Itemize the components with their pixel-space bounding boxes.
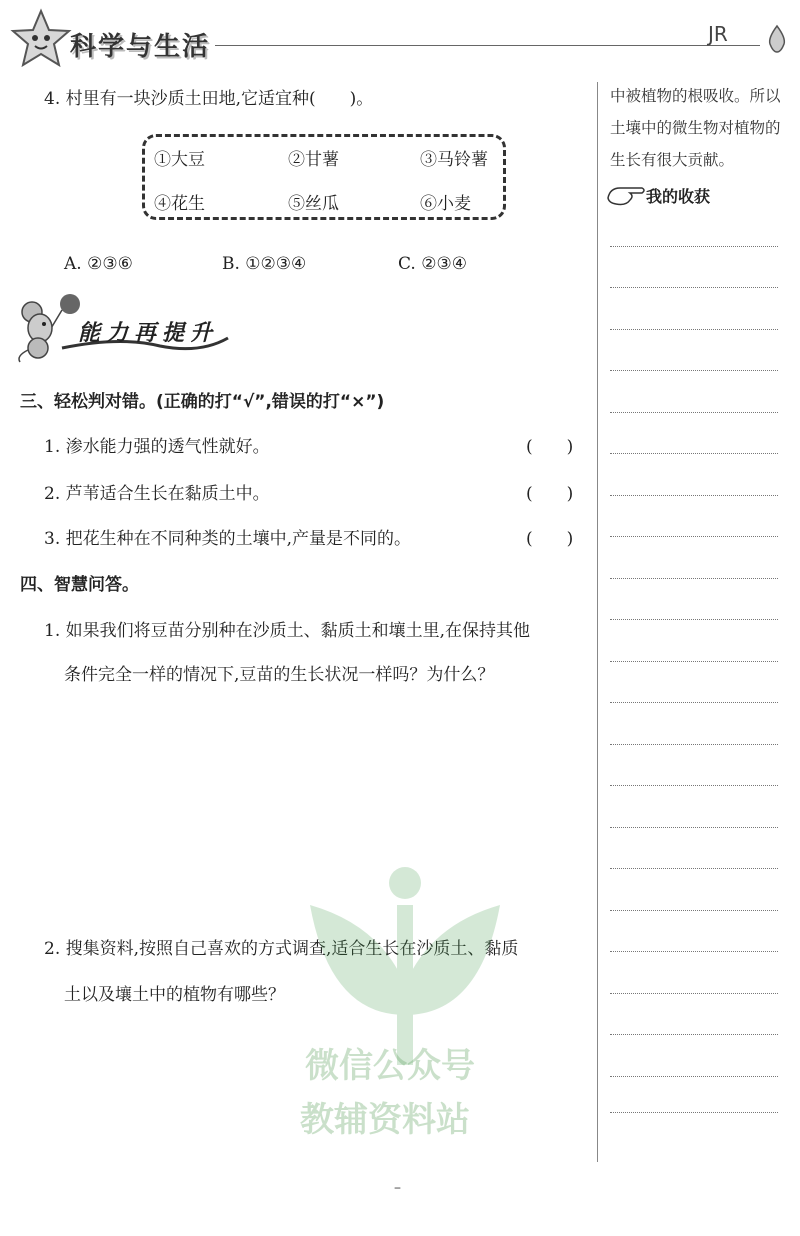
note-line (610, 329, 778, 330)
note-line (610, 702, 778, 703)
note-line (610, 993, 778, 994)
note-line (610, 785, 778, 786)
watermark-text-2: 教辅资料站 (300, 1100, 470, 1140)
note-line (610, 661, 778, 662)
answer-blank[interactable]: ( ) (526, 484, 574, 504)
star-mascot-logo (10, 8, 72, 70)
option-item: ①大豆 (154, 150, 205, 170)
question-2-line1: 2. 搜集资料,按照自己喜欢的方式调查,适合生长在沙质土、黏质 (44, 939, 519, 959)
judge-item-1: 1. 渗水能力强的透气性就好。 (44, 437, 270, 457)
header-code: JR (708, 22, 728, 46)
choice-b: B. ①②③④ (222, 254, 307, 274)
note-line (610, 536, 778, 537)
note-line (610, 412, 778, 413)
note-line (610, 951, 778, 952)
answer-blank[interactable]: ( ) (526, 437, 574, 457)
note-line (610, 619, 778, 620)
watermark-text-1: 微信公众号 (305, 1046, 475, 1086)
sidebar-divider (597, 82, 598, 1162)
note-line (610, 495, 778, 496)
header-title: 科学与生活 (70, 32, 211, 62)
judge-item-2: 2. 芦苇适合生长在黏质土中。 (44, 484, 270, 504)
sidebar-text: 中被植物的根吸收。所以土壤中的微生物对植物的生长有很大贡献。 (610, 87, 781, 169)
section-banner-label: 能力再提升 (78, 321, 219, 346)
option-item: ②甘薯 (288, 150, 339, 170)
question-1-line2: 条件完全一样的情况下,豆苗的生长状况一样吗？为什么？ (64, 665, 495, 685)
note-line (610, 287, 778, 288)
note-line (610, 1076, 778, 1077)
note-line (610, 453, 778, 454)
note-line (610, 246, 778, 247)
judge-item-3: 3. 把花生种在不同种类的土壤中,产量是不同的。 (44, 529, 412, 549)
question-2-line2: 土以及壤土中的植物有哪些？ (64, 985, 285, 1005)
option-item: ④花生 (154, 194, 205, 214)
section-4-title: 四、智慧问答。 (20, 575, 139, 595)
option-item: ⑥小麦 (420, 194, 471, 214)
note-line (610, 1112, 778, 1113)
option-item: ⑤丝瓜 (288, 194, 339, 214)
note-line (610, 827, 778, 828)
note-line (610, 370, 778, 371)
question-1-line1: 1. 如果我们将豆苗分别种在沙质土、黏质土和壤土里,在保持其他 (44, 621, 531, 641)
note-line (610, 744, 778, 745)
question-4-text: 4. 村里有一块沙质土田地,它适宜种( )。 (44, 89, 374, 109)
header-rule (215, 45, 760, 46)
choice-c: C. ②③④ (398, 254, 467, 274)
drop-icon (764, 24, 790, 54)
answer-blank[interactable]: ( ) (526, 529, 574, 549)
option-item: ③马铃薯 (420, 150, 488, 170)
note-line (610, 578, 778, 579)
section-3-title: 三、轻松判对错。(正确的打“√”,错误的打“×”) (20, 392, 385, 412)
page-number: – (394, 1180, 401, 1196)
note-line (610, 910, 778, 911)
note-line (610, 1034, 778, 1035)
harvest-label: 我的收获 (646, 187, 711, 206)
note-line (610, 868, 778, 869)
choice-a: A. ②③⑥ (64, 254, 133, 274)
